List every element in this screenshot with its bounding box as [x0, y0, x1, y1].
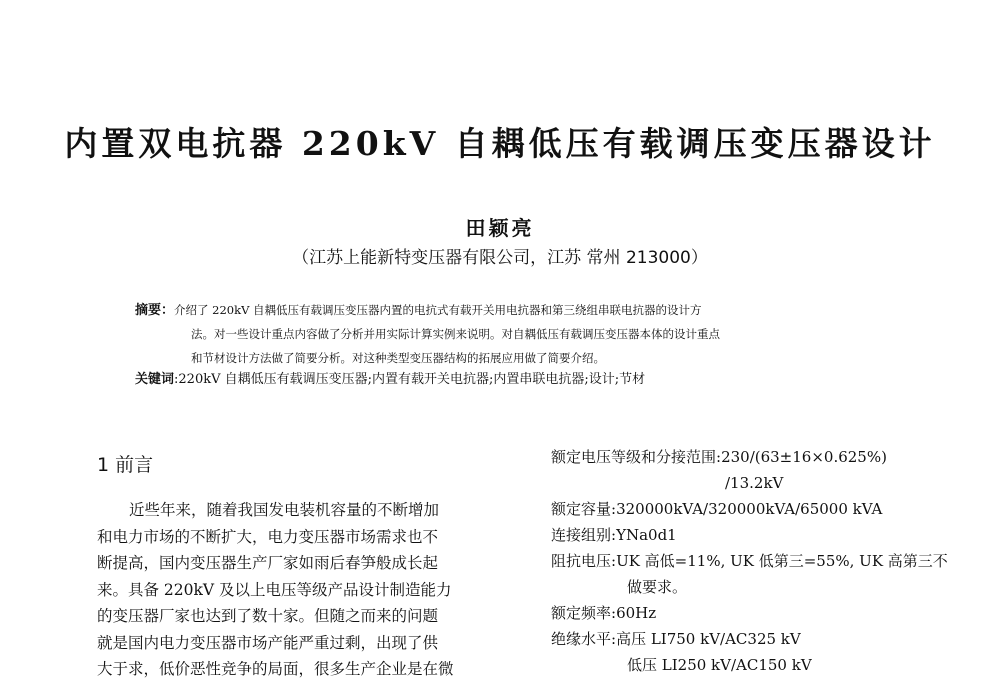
paper-title: 内置双电抗器 220kV 自耦低压有载调压变压器设计	[64, 124, 936, 163]
body-line: 断提高，国内变压器生产厂家如雨后春笋般成长起	[97, 554, 439, 572]
spec-frequency	[551, 600, 971, 626]
spec-rated-capacity	[551, 496, 971, 522]
abstract-line-3: 和节材设计方法做了简要分析。对这种类型变压器结构的拓展应用做了简要介绍。	[191, 351, 605, 365]
body-line: 近些年来，随着我国发电装机容量的不断增加	[129, 501, 440, 519]
spec-continuation: /13.2kV	[725, 474, 784, 492]
spec-rated-voltage	[551, 444, 971, 470]
abstract-line-2: 法。对一些设计重点内容做了分析并用实际计算实例来说明。对自耦低压有载调压变压器本体的设计重点	[191, 327, 720, 341]
abstract-line-1	[135, 298, 875, 322]
spec-connection-group	[551, 522, 971, 548]
body-line: 大于求，低价恶性竞争的局面，很多生产企业是在微	[97, 660, 454, 678]
spec-label: 额定电压等级和分接范围:	[551, 448, 722, 466]
author-affiliation: （江苏上能新特变压器有限公司，江苏 常州 213000）	[292, 248, 708, 268]
spec-label: 额定容量:	[551, 500, 617, 518]
body-line: 来。具备 220kV 及以上电压等级产品设计制造能力	[97, 580, 452, 599]
spec-label: 连接组别:	[551, 526, 617, 544]
spec-continuation: 低压 LI250 kV/AC150 kV	[627, 656, 812, 674]
spec-continuation: 做要求。	[627, 578, 688, 596]
spec-value: UK 高低=11%, UK 低第三=55%, UK 高第三不	[616, 552, 948, 570]
left-column	[97, 450, 487, 683]
section-heading-intro: 1 前言	[97, 454, 154, 476]
spec-value: YNa0d1	[616, 526, 677, 544]
right-column-specs	[551, 444, 971, 678]
spec-label: 阻抗电压:	[551, 552, 617, 570]
spec-label: 绝缘水平:	[551, 630, 617, 648]
keywords-text: :220kV 自耦低压有载调压变压器;内置有载开关电抗器;内置串联电抗器;设计;节材	[174, 372, 646, 387]
spec-value: 高压 LI750 kV/AC325 kV	[616, 630, 801, 648]
body-line: 和电力市场的不断扩大，电力变压器市场需求也不	[97, 527, 439, 546]
body-line: 的变压器厂家也达到了数十家。但随之而来的问题	[97, 607, 439, 625]
spec-label: 额定频率:	[551, 604, 617, 622]
spec-value: 60Hz	[616, 604, 657, 622]
abstract	[135, 298, 875, 370]
spec-value: 320000kVA/320000kVA/65000 kVA	[616, 500, 883, 518]
keywords-label: 关键词	[135, 372, 175, 387]
spec-value: 230/(63±16×0.625%)	[721, 448, 887, 466]
abstract-text-1: 介绍了 220kV 自耦低压有载调压变压器内置的电抗式有载开关用电抗器和第三绕组串联电抗器的设计方	[174, 303, 702, 317]
author-name: 田颖亮	[465, 216, 535, 240]
body-line: 就是国内电力变压器市场产能严重过剩，出现了供	[97, 633, 439, 652]
keywords	[135, 368, 895, 387]
spec-insulation	[551, 626, 971, 652]
spec-impedance	[551, 548, 971, 574]
abstract-label: 摘要：	[135, 303, 175, 318]
